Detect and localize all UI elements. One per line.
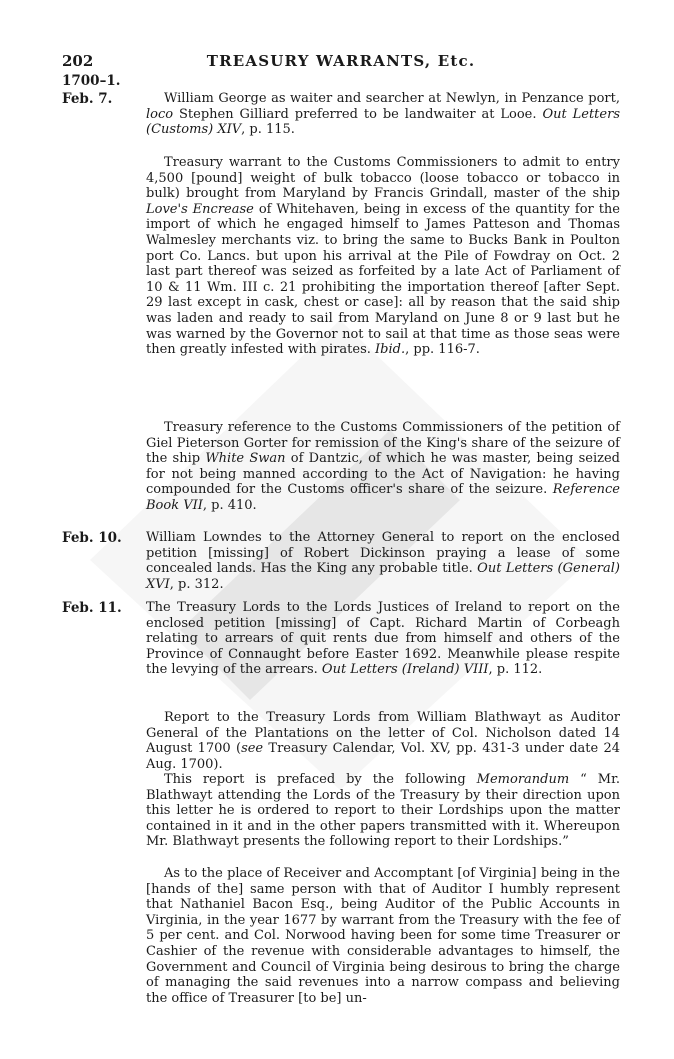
ship-name: Love's Encrease	[146, 201, 254, 217]
entry-tobacco-warrant	[146, 155, 620, 358]
entry-memorandum	[146, 772, 620, 850]
citation: Out Letters (Ireland) VIII	[321, 662, 489, 678]
citation-page: , p. 115.	[241, 122, 295, 138]
text: “ Mr. Blathwayt attending the Lords of the Treasury by their direction upon this letter he is ordered to report to their Lordships upon the matter contained in it and in the other papers transmitted with it. Whereupon Mr. Blathwayt presents the following report to their Lordships.”	[146, 772, 620, 850]
text: Treasury reference to the Customs Commissioners of the petition of Giel Pieterson Gorter for remission of the King's share of the seizure of the ship	[146, 420, 620, 467]
text: As to the place of Receiver and Accomptant [of Virginia] being in the [hands of the] same person with that of Auditor I humbly represent that Nathaniel Bacon Esq., being Auditor of the Public Accounts in Virginia, in the year 1677 by warrant from the Treasury with the fee of 5 per cent. and Col. Norwood having been for some time Treasurer or Cashier of the revenue with considerable advantages to himself, the Government and Council of Virginia being desirous to bring the charge of managing the said revenues into a narrow compass and believing the office of Treasurer [to be] un-	[146, 866, 620, 1006]
text: William Lowndes to the Attorney General to report on the enclosed petition [missing] of Robert Dickinson praying a lease of some concealed lands. Has the King any probable title.	[146, 530, 620, 577]
entry-william-george	[146, 91, 620, 138]
margin-date-feb-11: Feb. 11.	[62, 600, 122, 616]
text: of Whitehaven, being in excess of the quantity for the import of which he engaged himself to James Patteson and Thomas Walmesley merchants viz. to bring the same to Bucks Bank in Poulton port Co. Lancs. but upon his arrival at the Pile of Fowdray on Oct. 2 last part thereof was seized as forfeited by a late Act of Parliament of 10 & 11 Wm. III c. 21 prohibiting the importation thereof [after Sept. 29 last except in cask, chest or case]: all by reason that the said ship was laden and ready to sail from Maryland on June 8 or 9 last but he was warned by the Governor not to sail at that time as those seas were then greatly infested with pirates.	[146, 201, 620, 358]
citation-page: , p. 410.	[202, 497, 257, 513]
italic-text: loco	[146, 106, 174, 122]
citation-page: , p. 112.	[488, 662, 543, 678]
italic-text: Memorandum	[476, 772, 570, 787]
margin-date-feb-7: Feb. 7.	[62, 91, 113, 107]
citation-page: , p. 312.	[169, 576, 224, 592]
text: The Treasury Lords to the Lords Justices of Ireland to report on the enclosed petition [missing] of Capt. Richard Martin of Corbeagh relating to arrears of quit rents due from himself and others of the Province of Connaught before Easter 1692. Meanwhile please respite the levying of the arrears.	[146, 600, 620, 678]
entry-martin-petition	[146, 600, 620, 678]
text: William George as waiter and searcher at Newlyn, in Penzance port,	[164, 91, 620, 106]
text: of Dantzic, of which he was master, being seized for not being manned according to the Act of Navigation: he having compounded for the Customs officer's share of the seizure.	[146, 451, 620, 498]
entry-gorter-petition	[146, 420, 620, 514]
margin-date-feb-10: Feb. 10.	[62, 530, 122, 546]
citation: Ibid.	[375, 342, 406, 358]
entry-receiver-accomptant	[146, 866, 620, 1006]
entry-dickinson-petition	[146, 530, 620, 592]
text: Treasury warrant to the Customs Commissioners to admit to entry 4,500 [pound] weight of bulk tobacco (loose tobacco or tobacco in bulk) brought from Maryland by Francis Grindall, master of the ship	[146, 155, 620, 202]
entry-blathwayt-report	[146, 710, 620, 772]
text: This report is prefaced by the following	[164, 772, 466, 787]
text: Treasury Calendar, Vol. XV, pp. 431-3 under date 24 Aug. 1700).	[146, 741, 620, 772]
citation-page: , pp. 116-7.	[405, 342, 480, 358]
margin-year: 1700–1.	[62, 73, 121, 89]
citation: Out Letters (Customs) XIV	[146, 106, 620, 138]
text: Report to the Treasury Lords from William Blathwayt as Auditor General of the Plantations on the letter of Col. Nicholson dated 14 August 1700 (	[146, 710, 620, 757]
page-number: 202	[62, 52, 94, 70]
ship-name: White Swan	[205, 451, 286, 467]
text: Stephen Gilliard preferred to be landwaiter at Looe.	[179, 106, 537, 122]
italic-text: see	[241, 741, 264, 757]
page-header	[62, 52, 620, 76]
running-title: TREASURY WARRANTS, Etc.	[206, 52, 476, 70]
citation: Reference Book VII	[146, 482, 620, 513]
citation: Out Letters (General) XVI	[146, 561, 620, 592]
